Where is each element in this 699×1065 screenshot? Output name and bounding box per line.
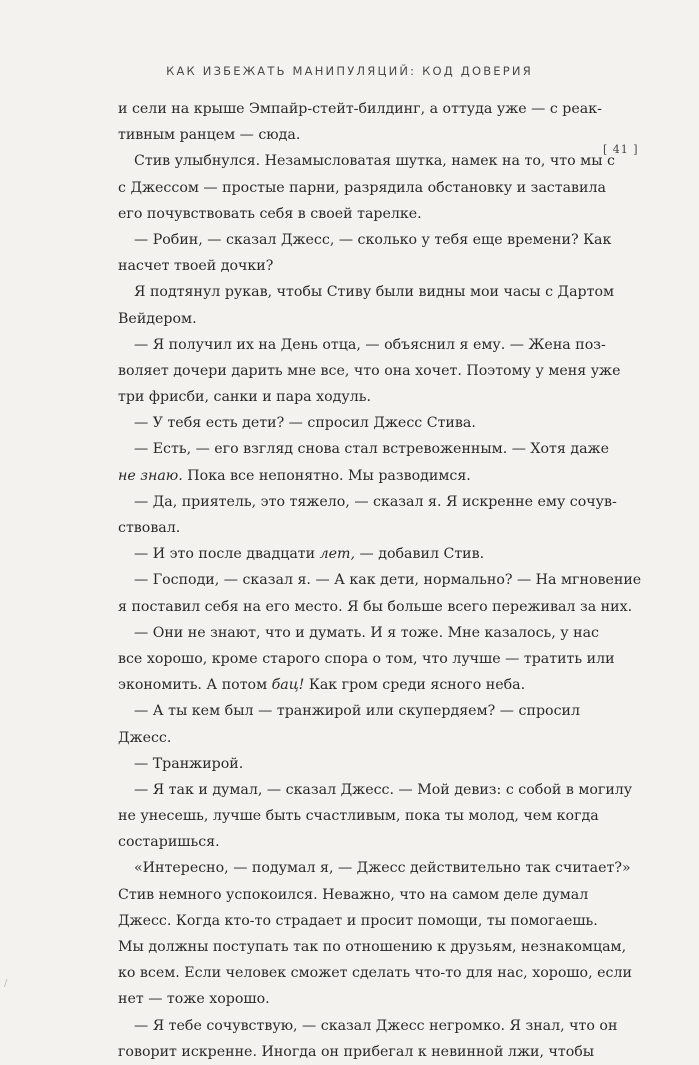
text-line: нет — тоже хорошо.: [118, 991, 270, 1008]
text-line: и сели на крыше Эмпайр-стейт-билдинг, а оттуда уже — с реак-: [118, 101, 602, 117]
text-line: Я подтянул рукав, чтобы Стиву были видны мои часы с Дартом: [134, 284, 615, 301]
text-line: «Интересно, — подумал я, — Джесс действительно так считает?»: [134, 860, 631, 877]
text-line: Стив улыбнулся. Незамысловатая шутка, намек на то, что мы с: [134, 153, 615, 170]
text-line: — Да, приятель, это тяжело, — сказал я. Я искренне ему сочув-: [134, 493, 617, 510]
text-line: его почувствовать себя в своей тарелке.: [118, 205, 422, 222]
corner-mark-icon: /: [4, 978, 8, 989]
text-line: — А ты кем был — транжирой или скупердяем? — спросил: [134, 703, 580, 720]
text-line: — У тебя есть дети? — спросил Джесс Стива.: [134, 415, 476, 432]
emphasis: не знаю.: [118, 467, 183, 484]
text-line: ствовал.: [118, 520, 181, 536]
text-line: с Джессом — простые парни, разрядила обстановку и заставила: [118, 179, 606, 196]
text-line: тивным ранцем — сюда.: [118, 127, 301, 144]
text-line: воляет дочери дарить мне все, что она хочет. Поэтому у меня уже: [118, 362, 621, 379]
text-line: — Я тебе сочувствую, — сказал Джесс негромко. Я знал, что он: [134, 1017, 618, 1034]
text-line: Вейдером.: [118, 310, 197, 327]
text-line: Стив немного успокоился. Неважно, что на самом деле думал: [118, 886, 589, 903]
text-line: — Они не знают, что и думать. И я тоже. Мне казалось, у нас: [134, 624, 599, 641]
text-line: — Господи, — сказал я. — А как дети, нормально? — На мгновение: [134, 572, 642, 589]
emphasis: лет,: [319, 546, 356, 563]
text-line: насчет твоей дочки?: [118, 258, 274, 275]
text-line: Джесс.: [118, 729, 172, 746]
text-line: не унесешь, лучше быть счастливым, пока ты молод, чем когда: [118, 808, 599, 825]
text-line: — Я получил их на День отца, — объяснил я ему. — Жена поз-: [134, 336, 606, 353]
text-line: Мы должны поступать так по отношению к друзьям, незнакомцам,: [118, 939, 627, 955]
text-line: Джесс. Когда кто-то страдает и просит помощи, ты помогаешь.: [118, 912, 598, 929]
text-line: говорит искренне. Иногда он прибегал к невинной лжи, чтобы: [118, 1043, 595, 1060]
text-line: экономить. А потом бац! Как гром среди ясного неба.: [118, 677, 526, 694]
text-line: ко всем. Если человек сможет сделать что-то для нас, хорошо, если: [118, 965, 632, 982]
text-line: состаришься.: [118, 834, 220, 851]
text-line: — И это после двадцати лет, — добавил Стив.: [134, 546, 485, 563]
text-line: — Транжирой.: [134, 755, 244, 772]
text-line: я поставил себя на его место. Я бы больше всего переживал за них.: [118, 598, 633, 615]
text-line: — Я так и думал, — сказал Джесс. — Мой девиз: с собой в могилу: [134, 781, 633, 798]
page-number: [ 41 ]: [603, 143, 639, 156]
text-line: — Есть, — его взгляд снова стал встревоженным. — Хотя даже: [134, 441, 609, 458]
text-line: все хорошо, кроме старого спора о том, что лучше — тратить или: [118, 650, 615, 667]
running-head: КАК ИЗБЕЖАТЬ МАНИПУЛЯЦИЙ: КОД ДОВЕРИЯ: [166, 64, 533, 78]
text-line: три фрисби, санки и пара ходуль.: [118, 389, 371, 406]
text-line: не знаю. Пока все непонятно. Мы разводимся.: [118, 467, 471, 484]
emphasis: бац!: [271, 677, 305, 694]
text-line: — Робин, — сказал Джесс, — сколько у тебя еще времени? Как: [134, 231, 612, 248]
